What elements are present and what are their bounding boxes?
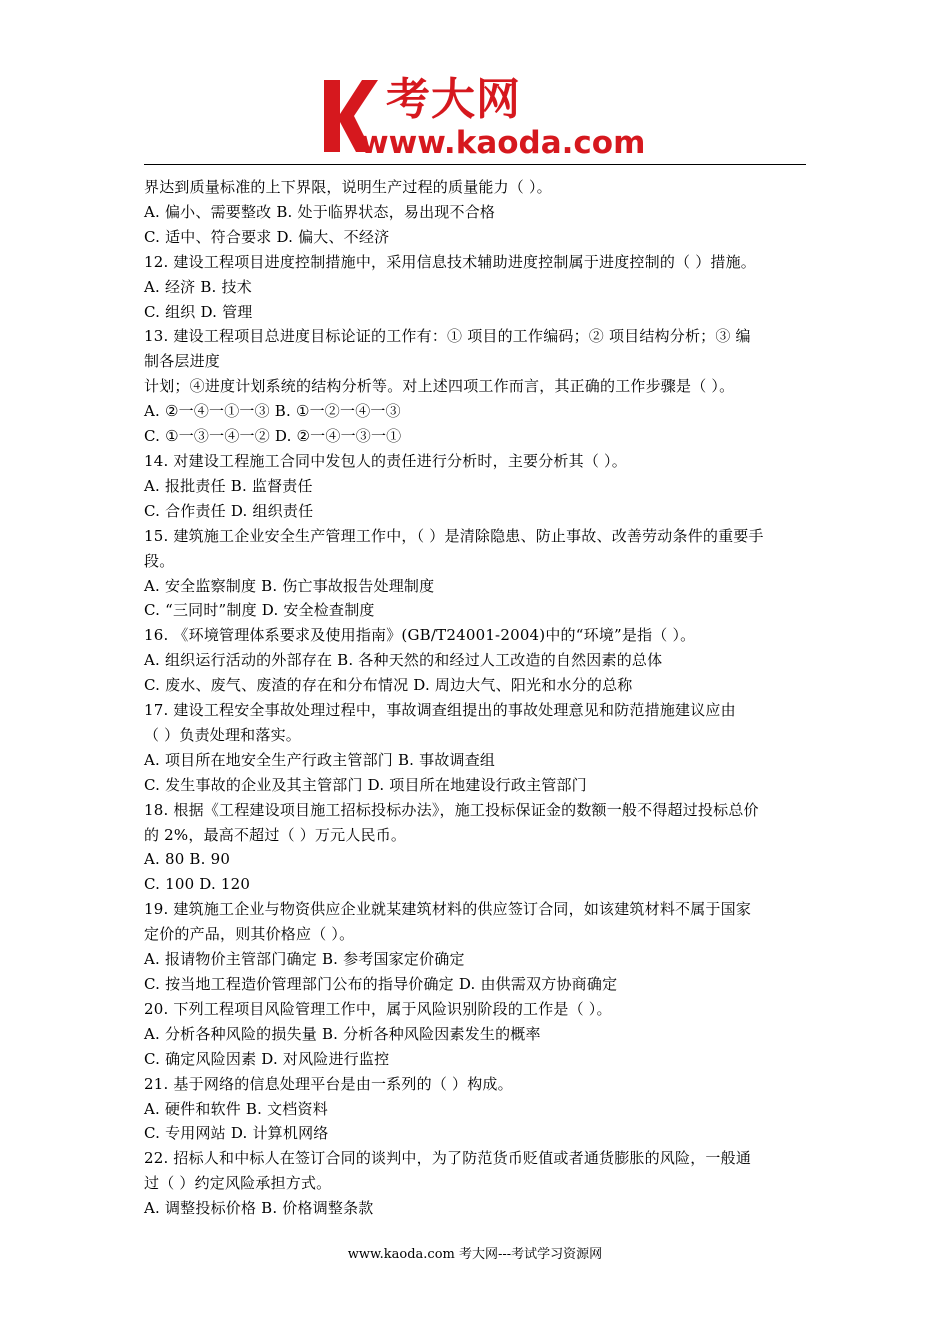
text-line: A. ②一④一①一③ B. ①一②一④一③: [144, 402, 401, 421]
text-line: 过（ ）约定风险承担方式。: [144, 1174, 332, 1193]
text-line: 21. 基于网络的信息处理平台是由一系列的（ ）构成。: [144, 1074, 513, 1093]
text-line: 段。: [144, 551, 175, 570]
text-line: A. 偏小、需要整改 B. 处于临界状态，易出现不合格: [144, 202, 496, 221]
kaoda-logo: [320, 74, 650, 166]
text-line: A. 硬件和软件 B. 文档资料: [144, 1099, 328, 1118]
text-line: C. “三同时”制度 D. 安全检查制度: [144, 601, 375, 620]
text-line: A. 报请物价主管部门确定 B. 参考国家定价确定: [144, 950, 465, 969]
text-line: 定价的产品，则其价格应（ ）。: [144, 925, 355, 944]
text-line: A. 分析各种风险的损失量 B. 分析各种风险因素发生的概率: [144, 1024, 541, 1043]
text-line: A. 项目所在地安全生产行政主管部门 B. 事故调查组: [144, 750, 496, 769]
text-line: 22. 招标人和中标人在签订合同的谈判中，为了防范货币贬值或者通货膨胀的风险，一般通: [144, 1149, 752, 1168]
text-line: C. 发生事故的企业及其主管部门 D. 项目所在地建设行政主管部门: [144, 775, 587, 794]
text-line: C. 适中、符合要求 D. 偏大、不经济: [144, 227, 390, 246]
text-line: C. 组织 D. 管理: [144, 302, 253, 321]
page-footer: www.kaoda.com 考大网---考试学习资源网: [347, 1247, 603, 1262]
header-divider: [144, 164, 806, 165]
text-line: C. 废水、废气、废渣的存在和分布情况 D. 周边大气、阳光和水分的总称: [144, 676, 633, 695]
text-line: A. 安全监察制度 B. 伤亡事故报告处理制度: [144, 576, 435, 595]
text-line: 20. 下列工程项目风险管理工作中，属于风险识别阶段的工作是（ ）。: [144, 999, 612, 1018]
text-line: 13. 建设工程项目总进度目标论证的工作有：① 项目的工作编码；② 项目结构分析；③ 编: [144, 327, 751, 346]
text-line: 制各层进度: [144, 352, 221, 371]
text-line: 界达到质量标准的上下界限，说明生产过程的质量能力（ ）。: [144, 178, 552, 196]
text-line: A. 80 B. 90: [144, 850, 231, 869]
text-line: 16. 《环境管理体系要求及使用指南》(GB/T24001-2004)中的“环境”是指（ ）。: [144, 626, 696, 645]
text-line: C. 确定风险因素 D. 对风险进行监控: [144, 1049, 390, 1068]
text-line: 计划；④进度计划系统的结构分析等。对上述四项工作而言，其正确的工作步骤是（ ）。: [144, 377, 735, 396]
text-line: C. 按当地工程造价管理部门公布的指导价确定 D. 由供需双方协商确定: [144, 975, 618, 993]
text-line: 12. 建设工程项目进度控制措施中，采用信息技术辅助进度控制属于进度控制的（ ）措施。: [144, 252, 756, 271]
text-line: A. 报批责任 B. 监督责任: [144, 476, 313, 495]
text-line: 15. 建筑施工企业安全生产管理工作中，（ ）是清除隐患、防止事故、改善劳动条件的重要手: [144, 526, 764, 545]
text-line: C. 专用网站 D. 计算机网络: [144, 1124, 329, 1143]
text-line: 的 2%，最高不超过（ ）万元人民币。: [144, 825, 407, 844]
document-body: [144, 175, 810, 1221]
text-line: 17. 建设工程安全事故处理过程中，事故调查组提出的事故处理意见和防范措施建议应由: [144, 701, 736, 720]
text-line: 18. 根据《工程建设项目施工招标投标办法》，施工投标保证金的数额一般不得超过投标总价: [144, 800, 759, 819]
text-line: A. 经济 B. 技术: [144, 277, 252, 296]
page-header: [144, 74, 806, 166]
text-line: A. 调整投标价格 B. 价格调整条款: [144, 1199, 374, 1218]
text-line: C. ①一③一④一② D. ②一④一③一①: [144, 427, 402, 446]
text-line: 19. 建筑施工企业与物资供应企业就某建筑材料的供应签订合同，如该建筑材料不属于国家: [144, 900, 752, 919]
text-line: C. 合作责任 D. 组织责任: [144, 501, 314, 520]
text-line: A. 组织运行活动的外部存在 B. 各种天然的和经过人工改造的自然因素的总体: [144, 651, 663, 670]
logo-url: www.kaoda.com: [360, 125, 646, 161]
text-line: 14. 对建设工程施工合同中发包人的责任进行分析时，主要分析其（ ）。: [144, 451, 627, 470]
logo-chinese-name: 考大网: [386, 74, 521, 125]
text-line: （ ）负责处理和落实。: [144, 725, 301, 744]
text-line: C. 100 D. 120: [144, 875, 251, 894]
